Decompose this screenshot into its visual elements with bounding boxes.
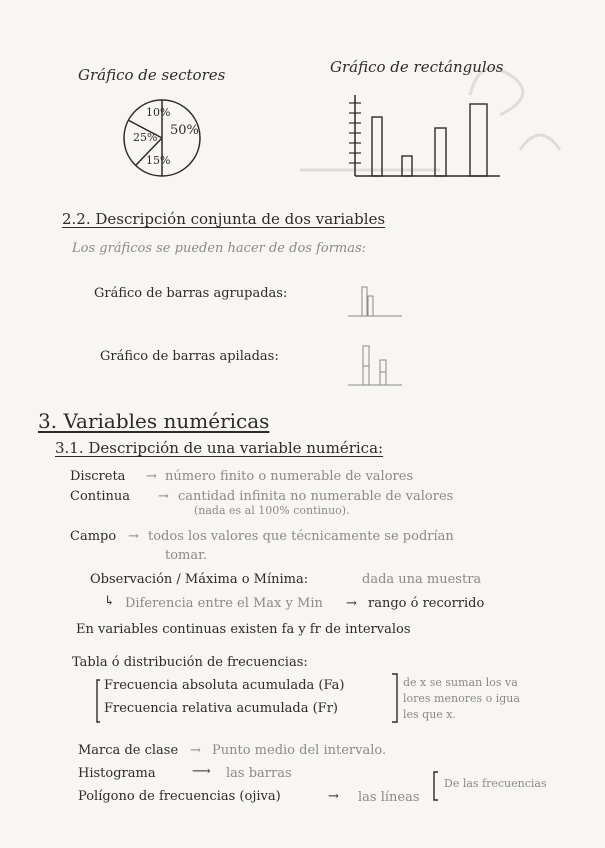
continua-note: (nada es al 100% continuo).	[194, 504, 350, 517]
grouped-bars-item: Gráfico de barras agrupadas:	[94, 286, 288, 301]
discreta-text: número finito o numerable de valores	[165, 469, 414, 484]
discreta-arrow: →	[146, 469, 157, 484]
observacion-text: dada una muestra	[362, 572, 482, 587]
campo-arrow: →	[128, 529, 139, 544]
marca-label: Marca de clase	[78, 743, 179, 758]
campo-text-2: tomar.	[165, 548, 208, 563]
section-3-1-title: 3.1. Descripción de una variable numérica:	[55, 439, 384, 457]
continua-text: cantidad infinita no numerable de valores	[178, 489, 454, 504]
bar-chart-title: Gráfico de rectángulos	[330, 58, 504, 76]
poligono-arrow: →	[328, 789, 339, 804]
suma-text-1: de x se suman los va	[403, 676, 518, 689]
pie-label-4: 15%	[146, 154, 171, 167]
diferencia-text: Diferencia entre el Max y Min	[125, 596, 323, 611]
poligono-text: las líneas	[358, 790, 420, 805]
observacion-label: Observación / Máxima o Mínima:	[90, 572, 309, 587]
frecuencias-note: De las frecuencias	[444, 777, 547, 790]
pie-label-3: 50%	[170, 123, 199, 138]
pie-label-2: 25%	[133, 131, 158, 144]
suma-text-3: les que x.	[403, 708, 457, 721]
campo-label: Campo	[70, 529, 117, 544]
marca-text: Punto medio del intervalo.	[212, 743, 387, 758]
diferencia-arrow: ↳	[104, 594, 115, 609]
continuas-text: En variables continuas existen fa y fr de intervalos	[76, 622, 411, 637]
pie-label-1: 10%	[146, 106, 171, 119]
section-3-title: 3. Variables numéricas	[38, 409, 270, 433]
campo-text-1: todos los valores que técnicamente se podrían	[148, 529, 454, 544]
discreta-label: Discreta	[70, 469, 126, 484]
histograma-arrow: ⟶	[192, 764, 211, 779]
continua-arrow: →	[158, 489, 169, 504]
section-2-2-intro: Los gráficos se pueden hacer de dos formas:	[72, 241, 367, 256]
continua-label: Continua	[70, 489, 131, 504]
tabla-label: Tabla ó distribución de frecuencias:	[72, 655, 308, 670]
poligono-label: Polígono de frecuencias (ojiva)	[78, 789, 281, 804]
fa-label: Frecuencia absoluta acumulada (Fa)	[104, 678, 345, 693]
stacked-bars-item: Gráfico de barras apiladas:	[100, 349, 279, 364]
pie-chart-title: Gráfico de sectores	[78, 66, 226, 84]
marca-arrow: →	[190, 743, 201, 758]
fr-label: Frecuencia relativa acumulada (Fr)	[104, 701, 338, 716]
histograma-text: las barras	[226, 766, 292, 781]
rango-arrow: →	[346, 596, 357, 611]
section-2-2-title: 2.2. Descripción conjunta de dos variables	[62, 210, 386, 228]
rango-text: rango ó recorrido	[368, 596, 485, 611]
suma-text-2: lores menores o igua	[403, 692, 520, 705]
histograma-label: Histograma	[78, 766, 156, 781]
